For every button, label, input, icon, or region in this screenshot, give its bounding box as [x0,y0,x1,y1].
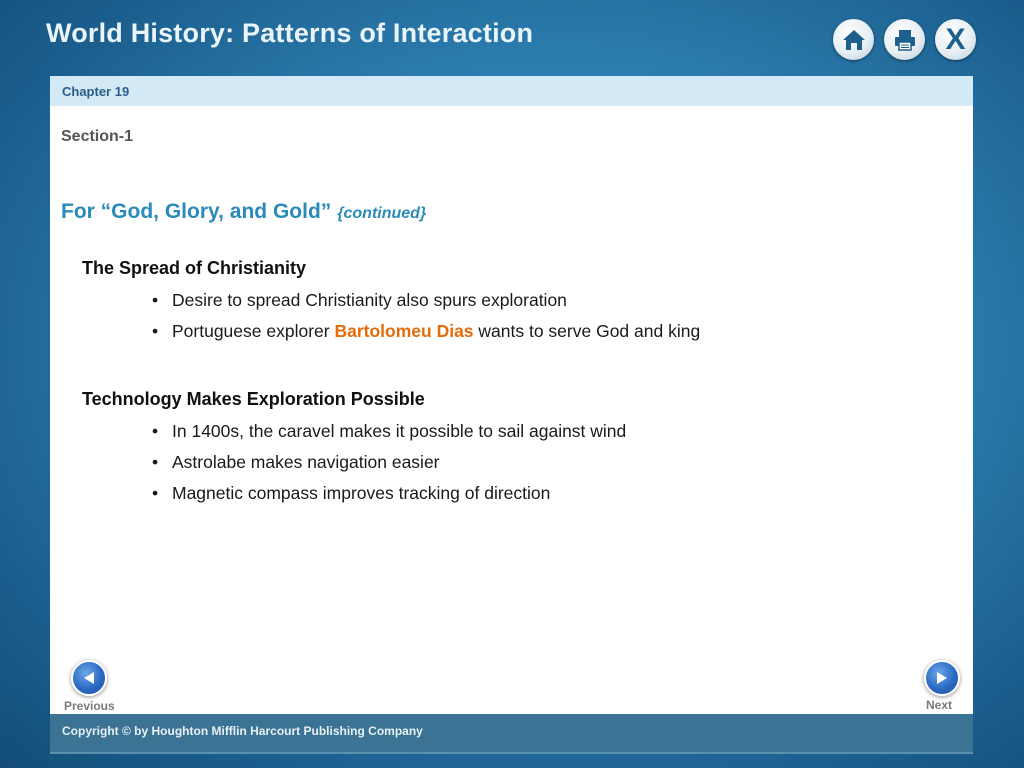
print-button[interactable] [884,19,925,60]
slide-title-text: For “God, Glory, and Gold” [61,200,332,223]
bullet-item [152,321,700,342]
heading-spread-of-christianity: The Spread of Christianity [82,258,307,278]
bullet-dot: • [152,483,159,503]
bullet-item [152,290,567,311]
printer-icon [892,27,918,53]
bullet-text: Desire to spread Christianity also spurs exploration [172,290,567,310]
previous-button[interactable] [71,660,107,696]
bullet-text-after: wants to serve God and king [473,321,701,341]
highlight-name: Bartolomeu Dias [334,321,474,341]
bullet-item [152,421,626,442]
bullet-text: In 1400s, the caravel makes it possible to sail against wind [172,421,627,441]
footer-bar [50,714,973,754]
bullet-item [152,452,440,473]
content-panel [50,76,973,714]
bullet-dot: • [152,452,159,472]
app-title: World History: Patterns of Interaction [46,18,534,48]
chapter-label: Chapter 19 [62,84,130,99]
heading-technology: Technology Makes Exploration Possible [82,389,425,409]
bullet-dot: • [152,321,159,341]
bullet-dot: • [152,421,159,441]
next-label[interactable]: Next [926,698,953,712]
bullet-text-before: Portuguese explorer [172,321,335,341]
top-toolbar [833,19,976,60]
section-label: Section-1 [61,128,134,145]
close-button[interactable] [935,19,976,60]
slide-title [61,200,426,224]
slide-title-continued: {continued} [337,205,427,222]
arrow-left-icon [82,671,96,685]
bullet-item [152,483,550,504]
home-button[interactable] [833,19,874,60]
close-icon: X [945,22,966,56]
next-button[interactable] [924,660,960,696]
bullet-text: Magnetic compass improves tracking of direction [172,483,551,503]
chapter-bar [50,76,973,106]
bullet-dot: • [152,290,159,310]
arrow-right-icon [935,671,949,685]
bullet-text: Astrolabe makes navigation easier [172,452,440,472]
home-icon [841,27,867,53]
previous-label[interactable]: Previous [64,699,115,713]
copyright-text: Copyright © by Houghton Mifflin Harcourt Publishing Company [62,724,423,738]
